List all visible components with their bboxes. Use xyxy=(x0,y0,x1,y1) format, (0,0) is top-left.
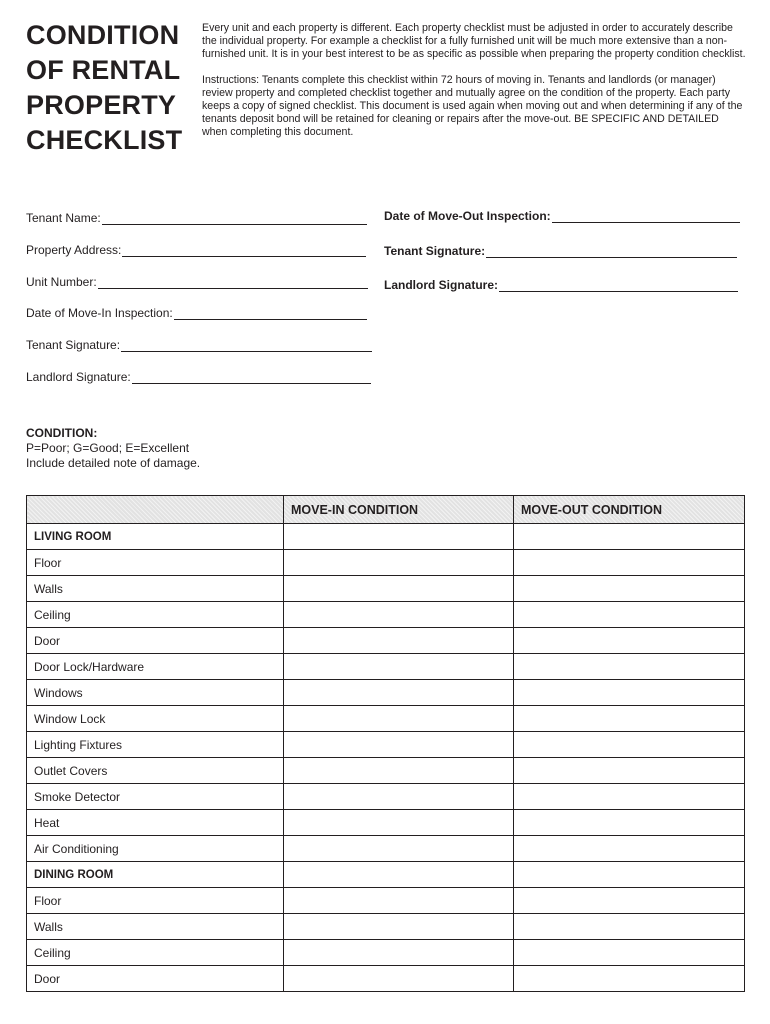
item-label: Windows xyxy=(27,680,284,706)
field-label: Unit Number: xyxy=(26,275,97,289)
field-label: Tenant Signature: xyxy=(26,338,121,352)
move-in-cell[interactable] xyxy=(284,862,514,888)
item-label: Air Conditioning xyxy=(27,836,284,862)
unit-number-field[interactable] xyxy=(26,273,368,289)
table-row xyxy=(27,576,745,602)
table-row xyxy=(27,914,745,940)
table-row xyxy=(27,680,745,706)
move-out-cell[interactable] xyxy=(514,602,745,628)
table-row xyxy=(27,550,745,576)
move-out-cell[interactable] xyxy=(514,888,745,914)
move-in-date-line[interactable] xyxy=(174,306,367,320)
unit-number-line[interactable] xyxy=(98,275,368,289)
field-label: Date of Move-Out Inspection: xyxy=(384,209,551,223)
move-in-cell[interactable] xyxy=(284,810,514,836)
table-row xyxy=(27,784,745,810)
move-out-tenant-signature-field[interactable] xyxy=(384,242,737,258)
move-out-landlord-signature-line[interactable] xyxy=(499,278,738,292)
move-out-cell[interactable] xyxy=(514,966,745,992)
move-in-cell[interactable] xyxy=(284,940,514,966)
move-out-date-line[interactable] xyxy=(552,209,740,223)
move-out-date-field[interactable] xyxy=(384,207,740,223)
move-out-cell[interactable] xyxy=(514,706,745,732)
move-in-landlord-signature-line[interactable] xyxy=(132,370,371,384)
table-section-row xyxy=(27,862,745,888)
move-in-cell[interactable] xyxy=(284,524,514,550)
field-label: Property Address: xyxy=(26,243,122,257)
tenant-name-field[interactable] xyxy=(26,209,367,225)
table-row xyxy=(27,888,745,914)
table-row xyxy=(27,966,745,992)
item-label: Ceiling xyxy=(27,602,284,628)
move-in-cell[interactable] xyxy=(284,550,514,576)
property-address-line[interactable] xyxy=(122,243,366,257)
move-out-cell[interactable] xyxy=(514,732,745,758)
move-out-cell[interactable] xyxy=(514,680,745,706)
table-row xyxy=(27,732,745,758)
item-label: Door Lock/Hardware xyxy=(27,654,284,680)
move-out-cell[interactable] xyxy=(514,862,745,888)
title-line: CONDITION xyxy=(26,20,180,50)
move-in-cell[interactable] xyxy=(284,706,514,732)
move-in-cell[interactable] xyxy=(284,888,514,914)
condition-heading: CONDITION: xyxy=(26,426,98,440)
header-item xyxy=(27,496,284,524)
header-move-in: MOVE-IN CONDITION xyxy=(284,496,514,524)
move-out-cell[interactable] xyxy=(514,550,745,576)
table-header-row xyxy=(27,496,745,524)
section-label: DINING ROOM xyxy=(27,862,284,888)
move-in-cell[interactable] xyxy=(284,784,514,810)
move-in-tenant-signature-line[interactable] xyxy=(121,338,372,352)
move-in-cell[interactable] xyxy=(284,576,514,602)
intro-instructions: Instructions: Tenants complete this checklist within 72 hours of moving in. Tenants and landlords (or manager) review property and completed checklist together and mutually agree on the condition of the property. Each party keeps a copy of signed checklist. This document is used again when moving out and when determining if any of the tenants deposit bond will be retained for cleaning or repairs after the move-out. BE SPECIFIC AND DETAILED when completing this document. xyxy=(202,74,743,138)
table-row xyxy=(27,706,745,732)
field-label: Tenant Signature: xyxy=(384,244,486,258)
intro-text xyxy=(202,22,747,152)
title-line: OF RENTAL xyxy=(26,55,181,85)
item-label: Walls xyxy=(27,576,284,602)
table-row xyxy=(27,836,745,862)
move-in-date-field[interactable] xyxy=(26,304,367,320)
move-in-cell[interactable] xyxy=(284,680,514,706)
item-label: Outlet Covers xyxy=(27,758,284,784)
tenant-name-line[interactable] xyxy=(102,211,367,225)
move-in-tenant-signature-field[interactable] xyxy=(26,336,372,352)
field-label: Date of Move-In Inspection: xyxy=(26,306,173,320)
move-in-cell[interactable] xyxy=(284,654,514,680)
field-label: Landlord Signature: xyxy=(26,370,131,384)
move-out-cell[interactable] xyxy=(514,524,745,550)
table-section-row xyxy=(27,524,745,550)
move-in-cell[interactable] xyxy=(284,914,514,940)
intro-paragraph: Every unit and each property is different. Each property checklist must be adjusted in order to accurately describe the individual property. For example a checklist for a fully furnished unit will be much more extensive than a non-furnished unit. It is in your best interest to be as specific as possible when preparing the property condition checklist. xyxy=(202,22,746,60)
move-out-cell[interactable] xyxy=(514,914,745,940)
field-label: Tenant Name: xyxy=(26,211,101,225)
move-in-cell[interactable] xyxy=(284,836,514,862)
move-in-landlord-signature-field[interactable] xyxy=(26,368,371,384)
property-address-field[interactable] xyxy=(26,241,366,257)
item-label: Ceiling xyxy=(27,940,284,966)
item-label: Window Lock xyxy=(27,706,284,732)
table-row xyxy=(27,758,745,784)
move-in-cell[interactable] xyxy=(284,628,514,654)
title-line: PROPERTY xyxy=(26,90,177,120)
move-out-cell[interactable] xyxy=(514,810,745,836)
move-out-cell[interactable] xyxy=(514,628,745,654)
condition-table xyxy=(26,495,745,992)
table-row xyxy=(27,602,745,628)
table-row xyxy=(27,628,745,654)
move-out-cell[interactable] xyxy=(514,784,745,810)
item-label: Lighting Fixtures xyxy=(27,732,284,758)
move-out-cell[interactable] xyxy=(514,836,745,862)
condition-scale: P=Poor; G=Good; E=Excellent xyxy=(26,441,190,455)
field-label: Landlord Signature: xyxy=(384,278,498,292)
condition-note: Include detailed note of damage. xyxy=(26,456,201,470)
move-out-landlord-signature-field[interactable] xyxy=(384,276,738,292)
condition-key xyxy=(26,426,200,471)
item-label: Heat xyxy=(27,810,284,836)
table-row xyxy=(27,654,745,680)
header-move-out: MOVE-OUT CONDITION xyxy=(514,496,745,524)
item-label: Smoke Detector xyxy=(27,784,284,810)
document-title xyxy=(26,18,201,158)
section-label: LIVING ROOM xyxy=(27,524,284,550)
move-in-cell[interactable] xyxy=(284,732,514,758)
move-out-tenant-signature-line[interactable] xyxy=(486,244,737,258)
title-line: CHECKLIST xyxy=(26,125,183,155)
move-in-cell[interactable] xyxy=(284,966,514,992)
move-in-cell[interactable] xyxy=(284,758,514,784)
move-out-cell[interactable] xyxy=(514,758,745,784)
item-label: Floor xyxy=(27,888,284,914)
table-row xyxy=(27,940,745,966)
move-out-cell[interactable] xyxy=(514,576,745,602)
move-out-cell[interactable] xyxy=(514,654,745,680)
item-label: Door xyxy=(27,628,284,654)
move-in-cell[interactable] xyxy=(284,602,514,628)
table-row xyxy=(27,810,745,836)
item-label: Floor xyxy=(27,550,284,576)
item-label: Door xyxy=(27,966,284,992)
move-out-cell[interactable] xyxy=(514,940,745,966)
item-label: Walls xyxy=(27,914,284,940)
